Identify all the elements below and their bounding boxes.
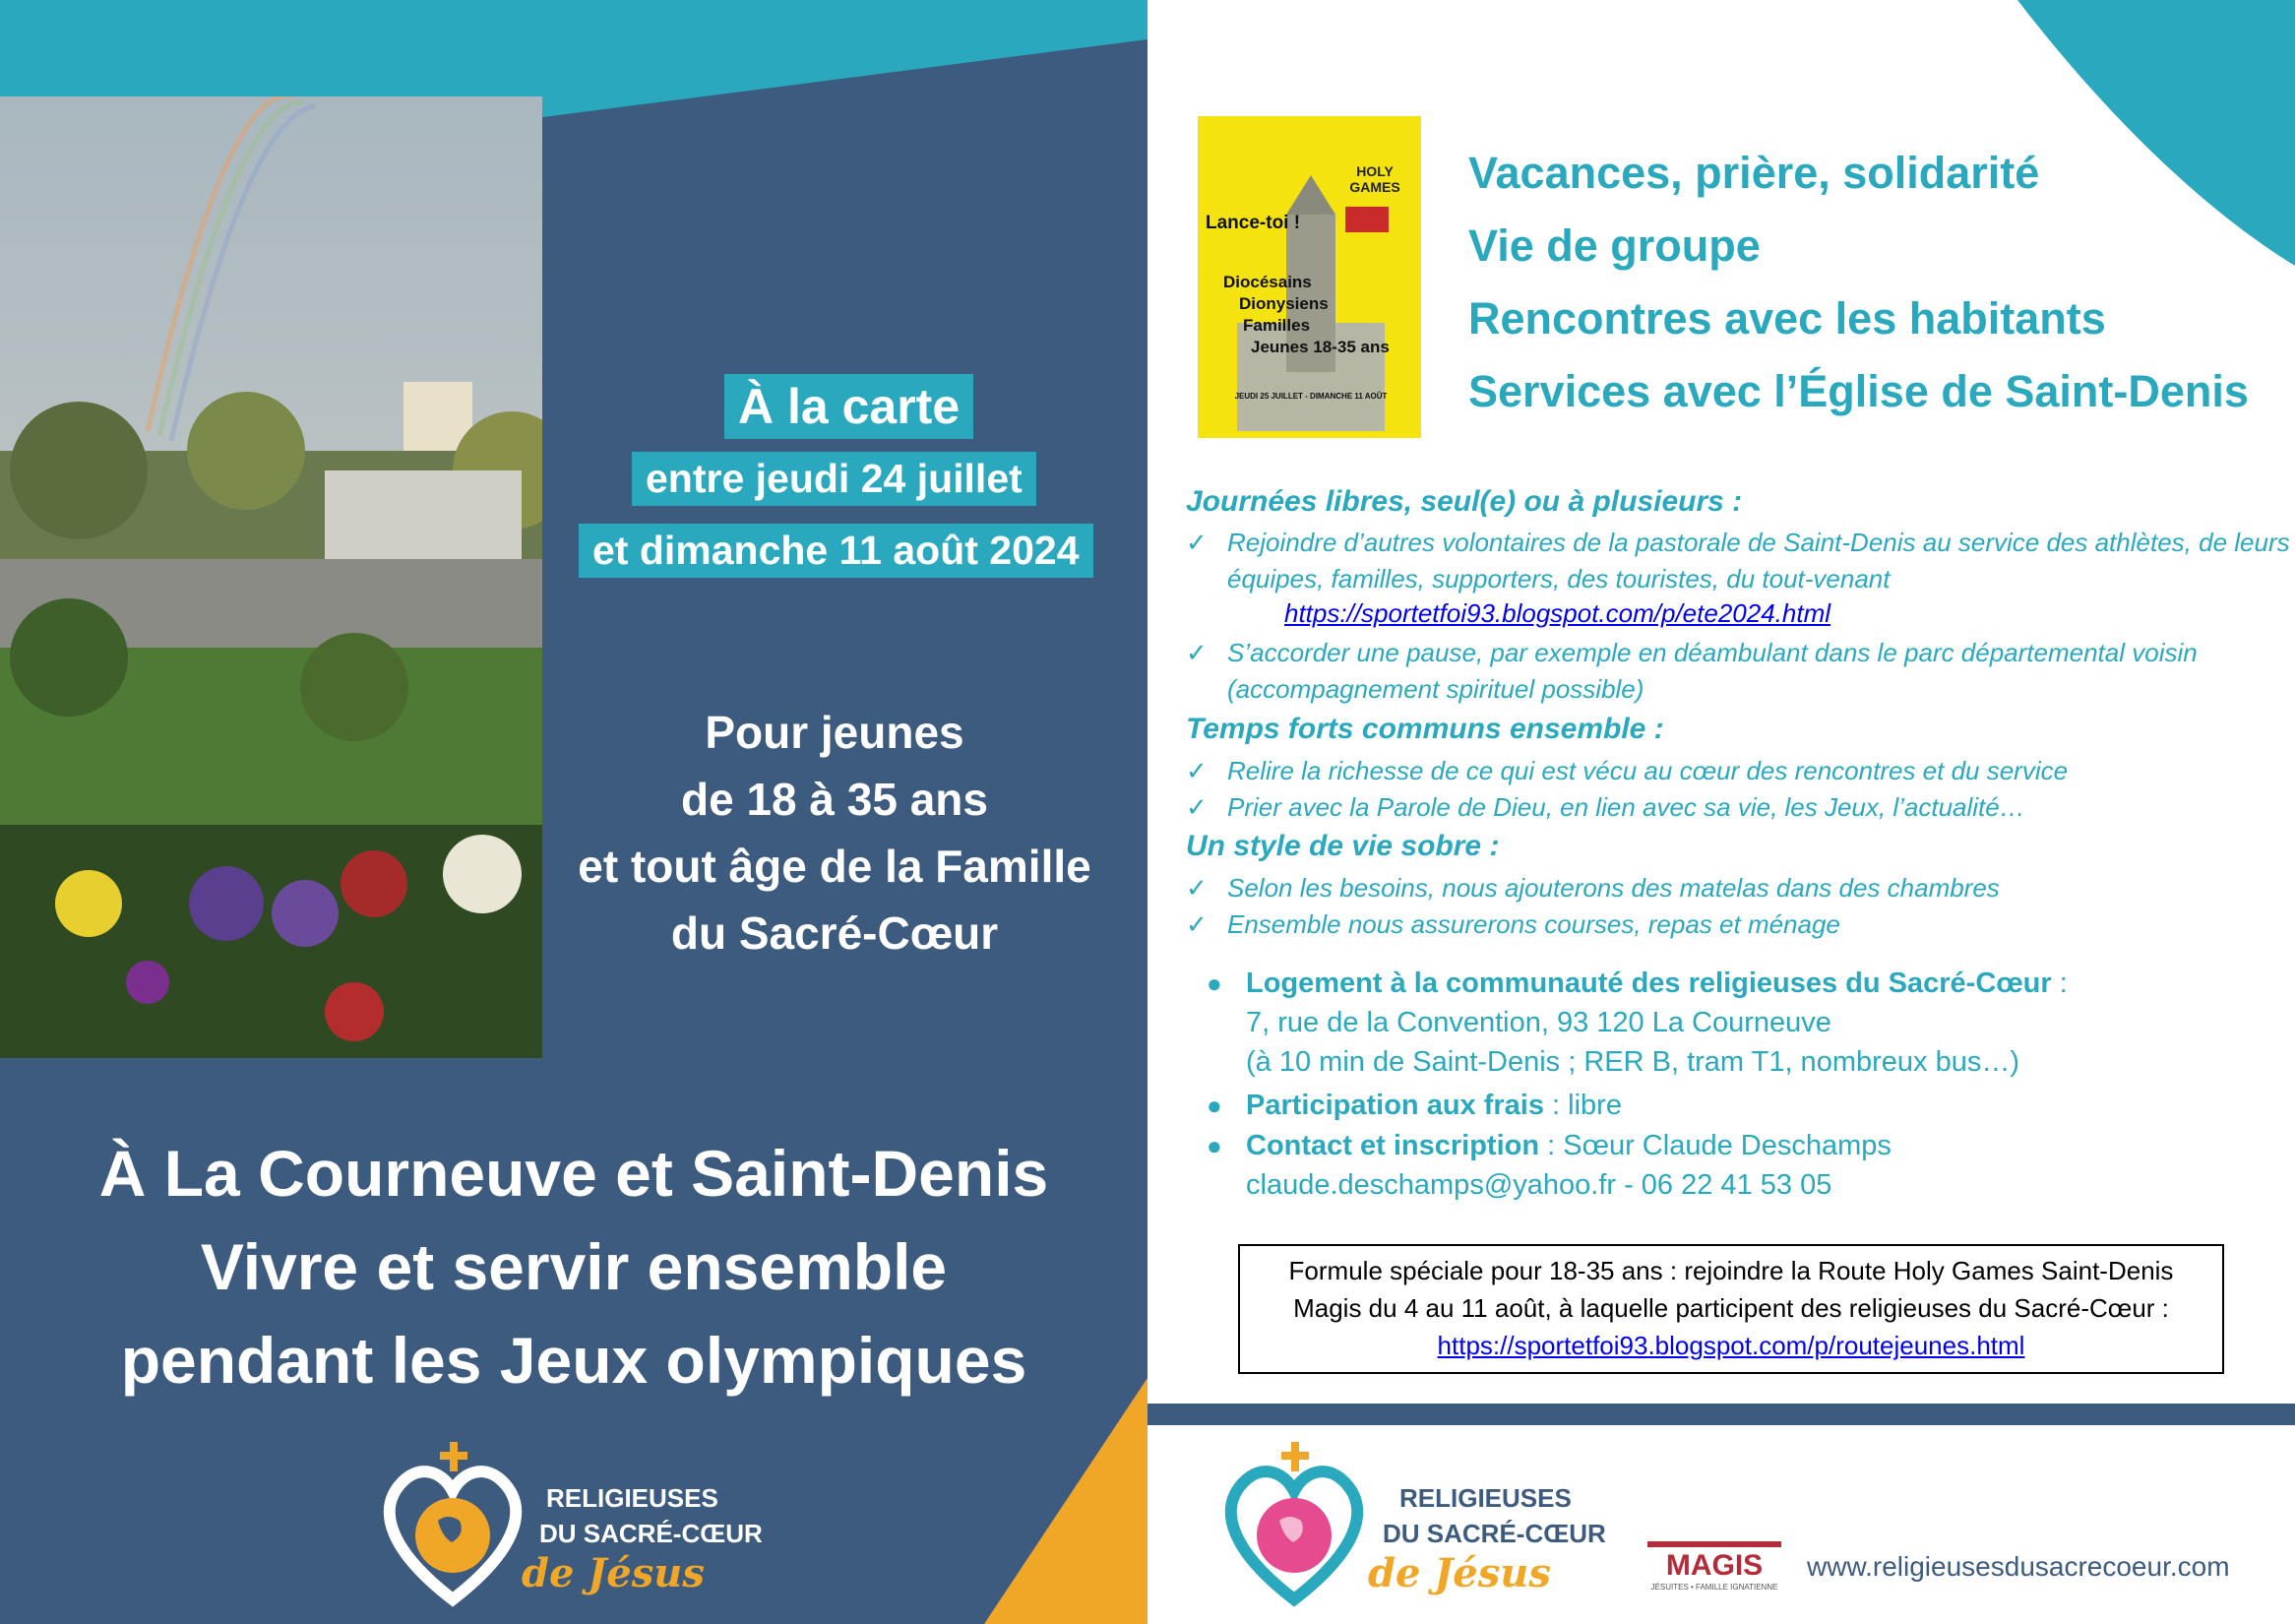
audience-line: Pour jeunes bbox=[705, 707, 964, 758]
website-link[interactable]: www.religieusesdusacrecoeur.com bbox=[1807, 1551, 2230, 1582]
bullet-icon: ● bbox=[1207, 1091, 1222, 1120]
garden-rainbow-photo bbox=[0, 96, 542, 1058]
magis-logo bbox=[1647, 1541, 1781, 1591]
sport-et-foi-logo bbox=[1345, 207, 1389, 232]
congregation-logo-left bbox=[379, 1442, 792, 1609]
poster-groups bbox=[1223, 272, 1390, 358]
logo-line2: DU SACRÉ-CŒUR bbox=[1383, 1519, 1606, 1548]
orange-corner-shape bbox=[984, 1378, 1148, 1624]
offer-line1: Formule spéciale pour 18-35 ans : rejoindre la Route Holy Games Saint-Denis bbox=[1288, 1256, 2174, 1285]
route-link[interactable]: https://sportetfoi93.blogspot.com/p/routejeunes.html bbox=[1437, 1331, 2025, 1360]
logo-line1: RELIGIEUSES bbox=[546, 1483, 718, 1513]
magis-tagline: JÉSUITES • FAMILLE IGNATIENNE bbox=[1650, 1583, 1778, 1592]
dates-end: et dimanche 11 août 2024 bbox=[579, 524, 1093, 578]
audience-line: du Sacré-Cœur bbox=[670, 907, 999, 959]
headline-4: Services avec l’Église de Saint-Denis bbox=[1468, 366, 2249, 416]
check-icon: ✓ bbox=[1186, 792, 1208, 822]
section-free-days-title: Journées libres, seul(e) ou à plusieurs : bbox=[1186, 485, 1743, 518]
section-lifestyle-title: Un style de vie sobre : bbox=[1186, 830, 1500, 862]
check-icon: ✓ bbox=[1186, 756, 1208, 785]
checklist-text: Selon les besoins, nous ajouterons des matelas dans des chambres bbox=[1227, 873, 2000, 903]
magis-bar bbox=[1647, 1541, 1781, 1547]
headline-2: Vie de groupe bbox=[1468, 220, 1761, 271]
contact-value: : Sœur Claude Deschamps bbox=[1539, 1130, 1892, 1161]
check-icon: ✓ bbox=[1186, 873, 1208, 903]
poster-brand: HOLY GAMES bbox=[1349, 163, 1400, 195]
special-offer-box bbox=[1238, 1244, 2224, 1374]
main-title-line: Vivre et servir ensemble bbox=[200, 1230, 948, 1303]
contact-email-phone: claude.deschamps@yahoo.fr - 06 22 41 53 05 bbox=[1246, 1169, 1832, 1201]
check-icon: ✓ bbox=[1186, 638, 1208, 667]
bullet-icon: ● bbox=[1207, 968, 1222, 998]
poster-group: Dionysiens bbox=[1239, 294, 1329, 313]
dates-heading: À la carte bbox=[724, 374, 973, 439]
footer-divider bbox=[1148, 1404, 2295, 1425]
teal-corner-shape bbox=[2017, 0, 2295, 266]
congregation-logo-right bbox=[1220, 1442, 1644, 1609]
audience-line: de 18 à 35 ans bbox=[681, 774, 988, 825]
offer-line2: Magis du 4 au 11 août, à laquelle participent des religieuses du Sacré-Cœur : bbox=[1293, 1293, 2169, 1323]
section-common-times-title: Temps forts communs ensemble : bbox=[1186, 713, 1664, 745]
main-title-line: pendant les Jeux olympiques bbox=[120, 1324, 1027, 1397]
headline-1: Vacances, prière, solidarité bbox=[1468, 148, 2040, 198]
housing-address: 7, rue de la Convention, 93 120 La Courneuve bbox=[1246, 1007, 1831, 1038]
logo-script: de Jésus bbox=[522, 1550, 705, 1596]
logo-line1: RELIGIEUSES bbox=[1399, 1483, 1572, 1513]
headline-3: Rencontres avec les habitants bbox=[1468, 293, 2106, 344]
check-icon: ✓ bbox=[1186, 528, 1208, 557]
checklist-text: Prier avec la Parole de Dieu, en lien avec sa vie, les Jeux, l’actualité… bbox=[1227, 792, 2025, 822]
checklist-text: Rejoindre d’autres volontaires de la pastorale de Saint-Denis au service des athlètes, de leurs équipes, familles, supporters, des touristes, du tout-venant bbox=[1227, 528, 2290, 593]
fees-label: Participation aux frais bbox=[1246, 1090, 1544, 1121]
volunteer-link-text[interactable]: https://sportetfoi93.blogspot.com/p/ete2024.html bbox=[1284, 598, 1831, 628]
audience-line: et tout âge de la Famille bbox=[578, 841, 1091, 892]
poster-group: Diocésains bbox=[1223, 273, 1312, 291]
poster-headline: Lance-toi ! bbox=[1206, 213, 1301, 233]
housing-label: Logement à la communauté des religieuses du Sacré-Cœur bbox=[1246, 968, 2052, 999]
poster-group: Jeunes 18-35 ans bbox=[1251, 338, 1390, 356]
main-title bbox=[39, 1127, 1108, 1407]
poster-group: Familles bbox=[1243, 316, 1311, 335]
poster-footer: JEUDI 25 JUILLET - DIMANCHE 11 AOÛT bbox=[1234, 392, 1388, 401]
heart-globe-icon bbox=[1220, 1442, 1368, 1609]
checklist-text: Ensemble nous assurerons courses, repas et ménage bbox=[1227, 909, 1840, 939]
housing-sep: : bbox=[2051, 968, 2068, 999]
checklist-text: Relire la richesse de ce qui est vécu au cœur des rencontres et du service bbox=[1227, 756, 2069, 785]
contact-label: Contact et inscription bbox=[1246, 1130, 1540, 1161]
heart-globe-icon bbox=[379, 1442, 527, 1609]
housing-access: (à 10 min de Saint-Denis ; RER B, tram T1, nombreux bus…) bbox=[1246, 1046, 2019, 1078]
check-icon: ✓ bbox=[1186, 909, 1208, 939]
logo-line2: DU SACRÉ-CŒUR bbox=[539, 1519, 763, 1548]
fees-value: : libre bbox=[1544, 1090, 1622, 1121]
dates-start: entre jeudi 24 juillet bbox=[632, 452, 1036, 506]
magis-name: MAGIS bbox=[1665, 1549, 1764, 1582]
logo-script: de Jésus bbox=[1368, 1550, 1551, 1596]
bullet-icon: ● bbox=[1207, 1131, 1222, 1160]
checklist-text: S’accorder une pause, par exemple en déambulant dans le parc départemental voisin (accompagnement spirituel possible) bbox=[1227, 638, 2198, 704]
main-title-line: À La Courneuve et Saint-Denis bbox=[98, 1137, 1049, 1210]
volunteer-link[interactable] bbox=[1284, 598, 1830, 629]
audience-text bbox=[551, 699, 1118, 967]
holy-games-poster bbox=[1198, 116, 1421, 438]
